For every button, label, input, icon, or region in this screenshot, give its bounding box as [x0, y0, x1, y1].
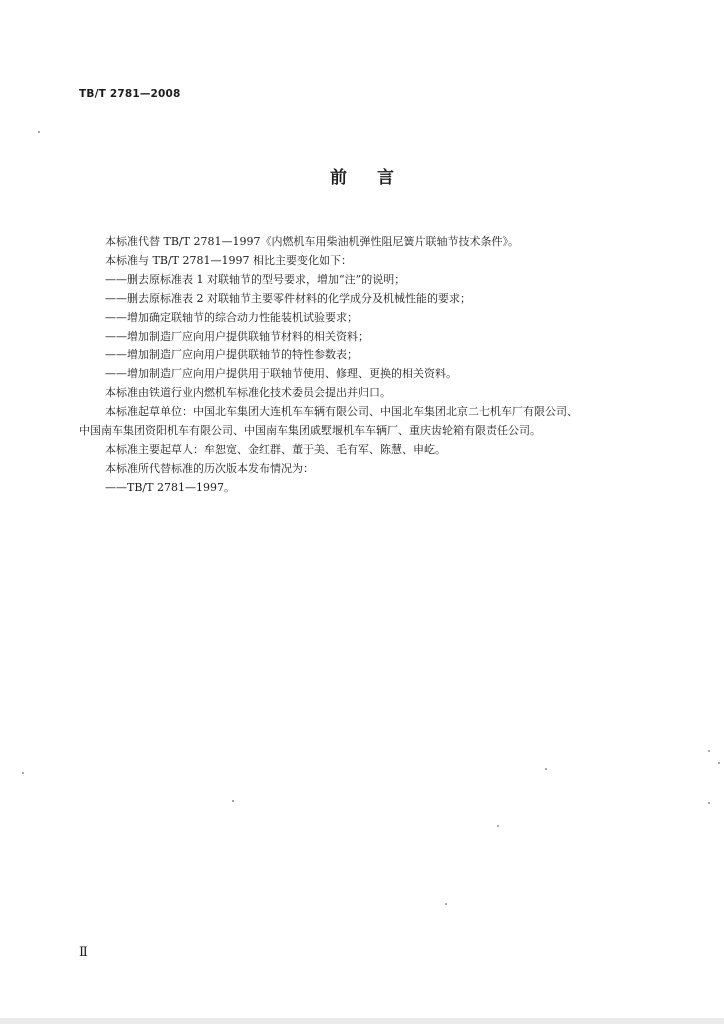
- scan-speck: [708, 802, 710, 804]
- standard-code-header: TB/T 2781—2008: [79, 88, 181, 100]
- change-item-1: ——删去原标准表 1 对联轴节的型号要求，增加“注”的说明；: [105, 272, 406, 286]
- scan-speck: [545, 768, 547, 770]
- history-item-1: ——TB/T 2781—1997。: [105, 480, 235, 494]
- scan-speck: [38, 131, 40, 133]
- foreword-body: [79, 233, 649, 498]
- scan-speck: [22, 772, 24, 774]
- change-item-4: ——增加制造厂应向用户提供联轴节材料的相关资料；: [105, 329, 369, 343]
- paragraph-proposer: 本标准由铁道行业内燃机车标准化技术委员会提出并归口。: [105, 386, 391, 400]
- scan-speck: [708, 750, 710, 752]
- page-number: Ⅱ: [79, 945, 88, 960]
- scan-speck: [718, 762, 720, 764]
- paragraph-drafting-units-cont: 中国南车集团资阳机车有限公司、中国南车集团戚墅堰机车车辆厂、重庆齿轮箱有限责任公司。: [79, 424, 541, 438]
- scan-bottom-edge: [0, 1018, 724, 1024]
- page-title: 前言: [330, 168, 424, 188]
- change-item-3: ——增加确定联轴节的综合动力性能装机试验要求；: [105, 310, 358, 324]
- scan-speck: [232, 800, 234, 802]
- paragraph-history-intro: 本标准所代替标准的历次版本发布情况为：: [105, 461, 314, 475]
- scan-speck: [497, 825, 499, 827]
- change-item-5: ——增加制造厂应向用户提供联轴节的特性参数表；: [105, 348, 358, 362]
- paragraph-replacement: 本标准代替 TB/T 2781—1997《内燃机车用柴油机弹性阻尼簧片联轴节技术条件》。: [105, 235, 519, 248]
- scan-speck: [445, 903, 447, 905]
- change-item-2: ——删去原标准表 2 对联轴节主要零件材料的化学成分及机械性能的要求；: [105, 291, 471, 305]
- paragraph-changes-intro: 本标准与 TB/T 2781—1997 相比主要变化如下：: [105, 253, 352, 267]
- paragraph-drafters: 本标准主要起草人：牟恕宽、金红群、董于美、毛有军、陈慧、申屹。: [105, 442, 446, 456]
- change-item-6: ——增加制造厂应向用户提供用于联轴节使用、修理、更换的相关资料。: [105, 367, 457, 381]
- paragraph-drafting-units: 本标准起草单位：中国北车集团大连机车车辆有限公司、中国北车集团北京二七机车厂有限公司、: [105, 405, 578, 419]
